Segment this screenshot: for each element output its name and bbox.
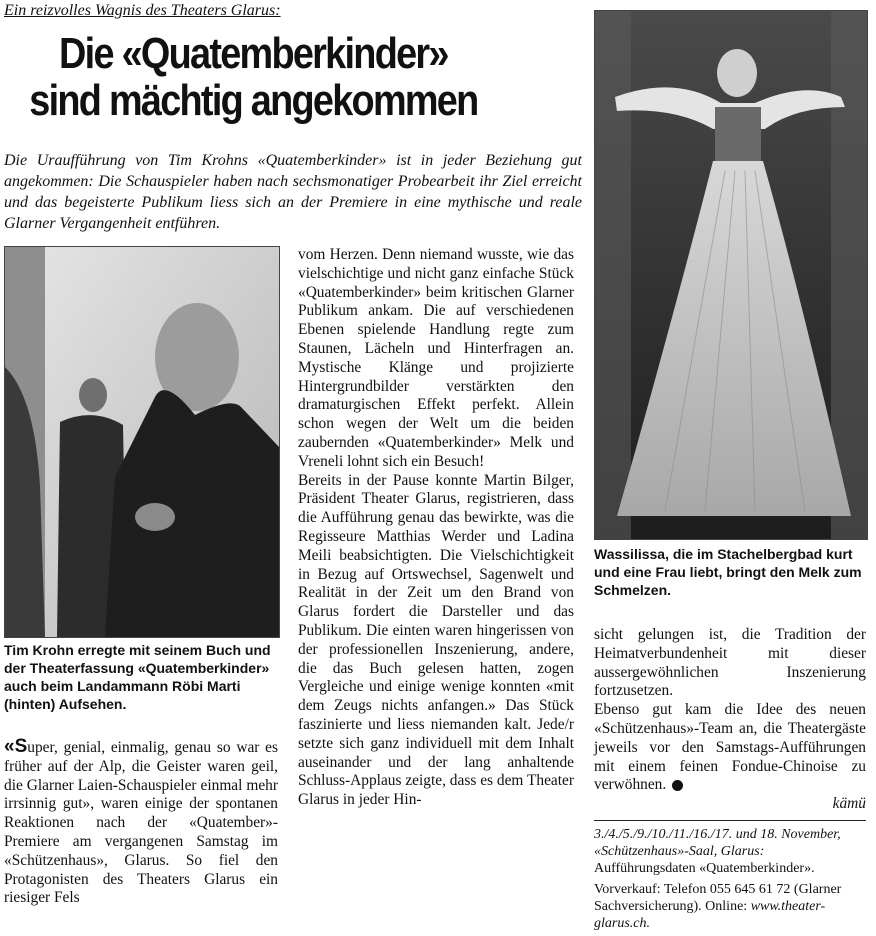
photo-tim-krohn [4,246,280,638]
body-paragraph-5 [594,701,866,795]
dropcap: «S [4,736,28,757]
body-paragraph-4: sicht gelungen ist, die Tradition der Heimatverbundenheit mit dieser aussergewöhnlichen Inszenierung fortzusetzen. [594,626,866,700]
body-column-1 [4,738,278,908]
info-box [594,826,866,936]
lead-paragraph: Die Uraufführung von Tim Krohns «Quatemberkinder» ist in jeder Beziehung gut angekommen: Die Schauspieler haben nach sechsmonatiger Probearbeit ihr Ziel erreicht und das begeisterte Publikum liess sich an der Premiere in eine mythische und reale Glarner Vergangenheit entführen. [4,152,582,232]
info-website-link[interactable]: www.theater-glarus.ch. [594,899,826,931]
body-column-2 [298,246,574,810]
info-divider [594,820,866,821]
info-presale-text: Vorverkauf: Telefon 055 645 61 72 (Glarner Sachversicherung). Online: [594,882,842,914]
kicker: Ein reizvolles Wagnis des Theaters Glarus: [4,2,281,19]
body-column-3 [594,626,866,814]
info-venue-rest: Aufführungsdaten «Quatemberkinder». [594,861,815,876]
info-presale [594,881,866,932]
info-dates [594,826,866,877]
photo-tim-krohn-image [5,247,279,637]
body-paragraph-1 [4,738,278,908]
body-text-1: uper, genial, einmalig, genau so war es früher auf der Alp, die Geister waren geil, die Glarner Laien-Schauspieler einmal mehr irrsinnig gut», waren einige der spontanen Reaktionen nach der «Quatember»-Premiere am vergangenen Samstag im «Schützenhaus», Glarus. So fiel den Protagonisten des Theaters Glarus ein riesiger Fels [4,739,278,907]
body-paragraph-3: Bereits in der Pause konnte Martin Bilger, Präsident Theater Glarus, registrieren, dass die Aufführung genau das bewirkte, was die Regisseure Matthias Werder und Ladina Meili beabsichtigten. Die Vielschichtigkeit in Bezug auf Ortswechsel, Sagenwelt und Realität in der Zeit um den Brand von Glarus fordert die Darsteller und das Publikum. Die einten waren hingerissen von der professionellen Inszenierung, andere, die das Buch gelesen hatten, zogen Vergleiche und einige wenige konnten «mit dem Zeugs nichts anfangen.» Das Stück faszinierte und liess niemanden kalt. Jede/r setzte sich ganz individuell mit dem Inhalt auseinander und der lang anhaltende Schluss-Applaus zeigte, dass es dem Theater Glarus in jeder Hin- [298,471,574,809]
info-dates-text: 3./4./5./9./10./11./16./17. und 18. November, [594,827,841,842]
headline [4,30,503,124]
headline-line-2: sind mächtig angekommen [29,76,478,125]
caption-right-photo: Wassilissa, die im Stachelbergbad kurt und eine Frau liebt, bringt den Melk zum Schmelzen. [594,546,862,598]
photo-wassilissa [594,10,868,540]
headline-line-1: Die «Quatemberkinder» [59,29,448,78]
end-bullet-icon [672,780,683,791]
body-paragraph-2: vom Herzen. Denn niemand wusste, wie das vielschichtige und nicht ganz einfache Stück «Quatemberkinder» beim kritischen Glarner Publikum ankam. Die auf verschiedenen Ebenen spielende Handlung regte zum Staunen, Lächeln und Hinterfragen an. Mystische Klänge und projizierte Hintergrundbilder verstärkten den dramaturgischen Effekt perfekt. Allein schon wegen der Welt um die beiden zaubernden «Quatemberkinder» Melk und Vreneli lohnt sich ein Besuch! [298,246,574,470]
author-signature: kämü [832,795,866,813]
photo-wassilissa-image [595,11,867,539]
body-text-5: Ebenso gut kam die Idee des neuen «Schützenhaus»-Team an, die Theatergäste jeweils vor den Samstags-Aufführungen mit einem feinen Fondue-Chinoise zu verwöhnen. [594,701,866,794]
caption-left-photo: Tim Krohn erregte mit seinem Buch und der Theaterfassung «Quatemberkinder» auch beim Landammann Röbi Marti (hinten) Aufsehen. [4,642,271,712]
info-venue: «Schützenhaus»-Saal, Glarus: [594,844,765,859]
